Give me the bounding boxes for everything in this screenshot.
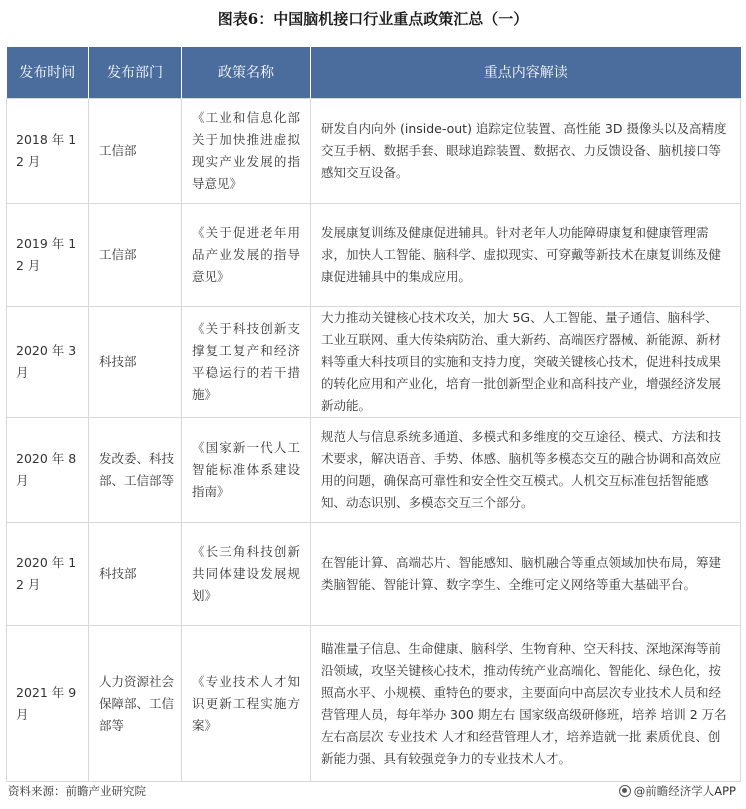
column-header-detail: 重点内容解读: [311, 47, 741, 99]
cell-detail: 规范人与信息系统多通道、多模式和多维度的交互途径、模式、方法和技术要求，解决语音、手势、体感、脑机等多模态交互的融合协调和高效应用的问题，确保高可靠性和安全性交互模式。人机交互标准包括智能感知、动态识别、多模态交互三个部分。: [311, 418, 741, 523]
cell-detail: 研发自内向外 (inside-out) 追踪定位装置、高性能 3D 摄像头以及高精度交互手柄、数据手套、眼球追踪装置、数据衣、力反馈设备、脑机接口等感知交互设备。: [311, 99, 741, 204]
policy-table: [6, 47, 741, 782]
column-header-dept: 发布部门: [89, 47, 182, 99]
column-header-policy: 政策名称: [182, 47, 311, 99]
table-row: [7, 307, 741, 418]
brand-credit: [619, 783, 736, 799]
cell-detail: 在智能计算、高端芯片、智能感知、脑机融合等重点领域加快布局，筹建类脑智能、智能计算、数字孪生、全维可定义网络等重大基础平台。: [311, 523, 741, 626]
cell-policy: 《关于促进老年用品产业发展的指导意见》: [182, 204, 311, 307]
cell-policy: 《国家新一代人工智能标准体系建设指南》: [182, 418, 311, 523]
table-row: [7, 626, 741, 782]
chart-title: 图表6：中国脑机接口行业重点政策汇总（一）: [217, 10, 529, 28]
cell-policy: 《工业和信息化部关于加快推进虚拟现实产业发展的指导意见》: [182, 99, 311, 204]
cell-dept: 发改委、科技部、工信部等: [89, 418, 182, 523]
cell-date: 2020 年 12 月: [7, 523, 89, 626]
cell-date: 2018 年 12 月: [7, 99, 89, 204]
cell-date: 2020 年 3 月: [7, 307, 89, 418]
table-row: [7, 204, 741, 307]
cell-policy: 《关于科技创新支撑复工复产和经济平稳运行的若干措施》: [182, 307, 311, 418]
cell-dept: 工信部: [89, 99, 182, 204]
table-row: [7, 418, 741, 523]
table-row: [7, 99, 741, 204]
cell-dept: 人力资源社会保障部、工信部等: [89, 626, 182, 782]
cell-policy: 《长三角科技创新共同体建设发展规划》: [182, 523, 311, 626]
table-header-row: [7, 47, 741, 99]
cell-dept: 工信部: [89, 204, 182, 307]
cell-detail: 发展康复训练及健康促进辅具。针对老年人功能障碍康复和健康管理需求，加快人工智能、脑科学、虚拟现实、可穿戴等新技术在康复训练及健康促进辅具中的集成应用。: [311, 204, 741, 307]
cell-dept: 科技部: [89, 307, 182, 418]
cell-date: 2021 年 9 月: [7, 626, 89, 782]
source-note: 资料来源：前瞻产业研究院: [8, 784, 146, 798]
brand-logo-icon: [619, 785, 631, 797]
table-row: [7, 523, 741, 626]
cell-date: 2020 年 8 月: [7, 418, 89, 523]
cell-policy: 《专业技术人才知识更新工程实施方案》: [182, 626, 311, 782]
cell-detail: 大力推动关键核心技术攻关，加大 5G、人工智能、量子通信、脑科学、工业互联网、重大传染病防治、重大新药、高端医疗器械、新能源、新材料等重大科技项目的实施和支持力度，突破关键核心技术，促进科技成果的转化应用和产业化，培育一批创新型企业和高科技产业，增强经济发展新动能。: [311, 307, 741, 418]
brand-text: @前瞻经济学人APP: [633, 784, 736, 798]
column-header-date: 发布时间: [7, 47, 89, 99]
cell-dept: 科技部: [89, 523, 182, 626]
cell-date: 2019 年 12 月: [7, 204, 89, 307]
cell-detail: 瞄准量子信息、生命健康、脑科学、生物育种、空天科技、深地深海等前沿领域，攻坚关键核心技术，推动传统产业高端化、智能化、绿色化，按照高水平、小规模、重特色的要求，主要面向中高层次专业技术人员和经营管理人员，每年举办 300 期左右 国家级高级研修班，培养 培训 2 万名左右高层次 专业技术 人才和经营管理人才，培养造就一批 素质优良、创新能力强、具有较强竞争力的专业技术人才。: [311, 626, 741, 782]
